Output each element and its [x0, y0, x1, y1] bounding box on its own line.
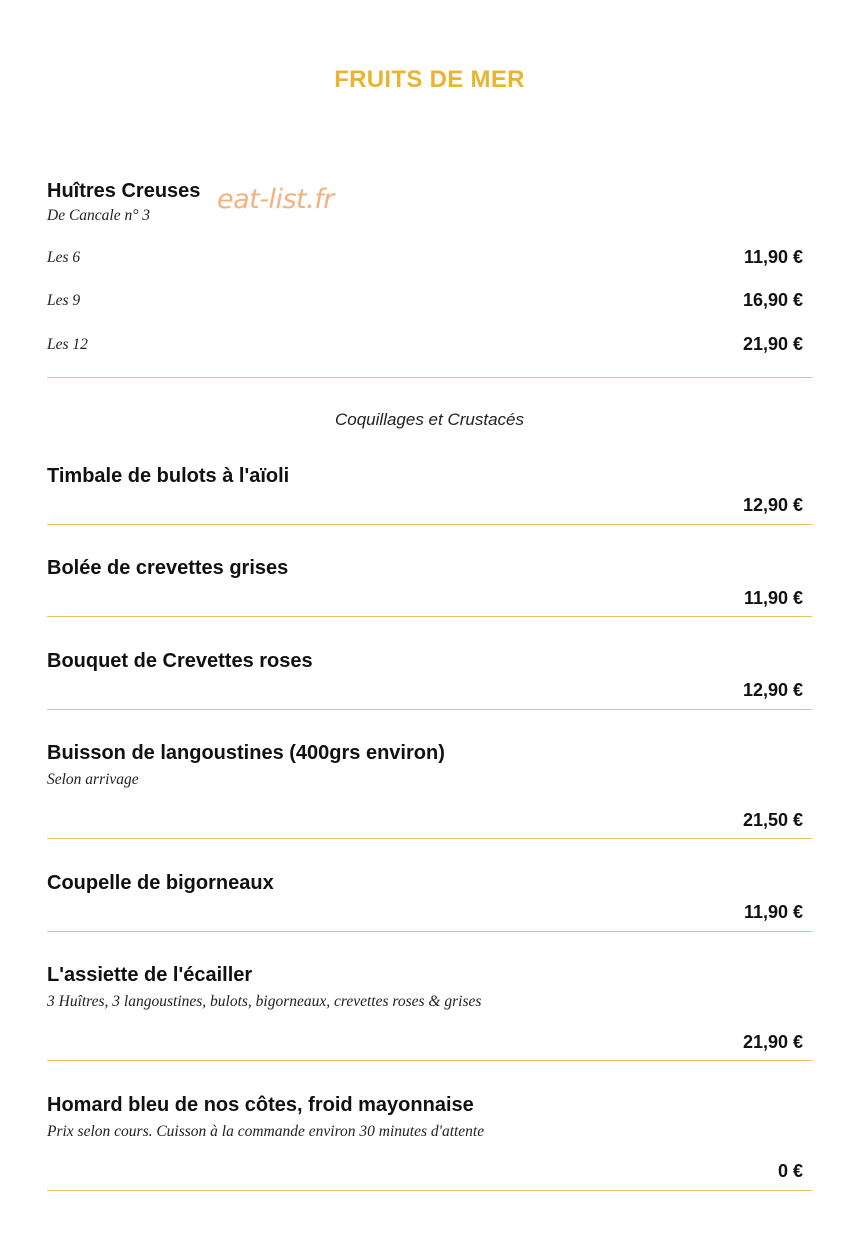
- item-price: 0 €: [777, 1161, 803, 1181]
- divider: [47, 616, 812, 617]
- section-subheading: Coquillages et Crustacés: [335, 410, 524, 429]
- option-price: 11,90 €: [743, 247, 803, 267]
- option-label: Les 12: [47, 336, 88, 353]
- menu-item: [47, 555, 812, 581]
- item-description: Selon arrivage: [47, 771, 139, 788]
- option-price: 21,90 €: [742, 334, 803, 354]
- item-name: Buisson de langoustines (400grs environ): [47, 742, 445, 764]
- item-price: 12,90 €: [742, 495, 803, 515]
- divider: [47, 524, 812, 525]
- menu-item: [47, 740, 812, 790]
- watermark-text: eat-list.fr: [217, 184, 334, 215]
- menu-item: [47, 870, 812, 896]
- menu-item: [47, 962, 812, 1012]
- item-description: De Cancale n° 3: [47, 207, 151, 224]
- item-price: 21,50 €: [742, 810, 803, 830]
- item-name: L'assiette de l'écailler: [47, 964, 253, 986]
- item-name: Bolée de crevettes grises: [47, 557, 289, 579]
- oyster-option-row: [47, 291, 812, 311]
- item-price: 11,90 €: [743, 902, 803, 922]
- item-price: 11,90 €: [743, 588, 803, 608]
- item-name: Coupelle de bigorneaux: [47, 872, 274, 894]
- menu-item-oysters: [47, 178, 812, 226]
- item-description: Prix selon cours. Cuisson à la commande environ 30 minutes d'attente: [47, 1123, 485, 1140]
- divider: [47, 1060, 812, 1061]
- page-title: FRUITS DE MER: [334, 66, 525, 93]
- item-description: 3 Huîtres, 3 langoustines, bulots, bigorneaux, crevettes roses & grises: [47, 993, 482, 1010]
- item-name: Bouquet de Crevettes roses: [47, 650, 313, 672]
- divider: [47, 838, 812, 839]
- divider: [47, 709, 812, 710]
- oyster-option-row: [47, 248, 812, 268]
- menu-item: [47, 1092, 812, 1142]
- divider: [47, 931, 812, 932]
- menu-item: [47, 463, 812, 489]
- option-label: Les 9: [47, 292, 81, 309]
- divider: [47, 377, 812, 378]
- option-label: Les 6: [47, 249, 81, 266]
- menu-item: [47, 648, 812, 674]
- oyster-option-row: [47, 335, 812, 355]
- divider: [47, 1190, 812, 1191]
- option-price: 16,90 €: [742, 290, 803, 310]
- item-price: 21,90 €: [742, 1032, 803, 1052]
- item-name: Huîtres Creuses: [47, 180, 201, 202]
- item-name: Homard bleu de nos côtes, froid mayonnaise: [47, 1094, 474, 1116]
- item-price: 12,90 €: [742, 680, 803, 700]
- item-name: Timbale de bulots à l'aïoli: [47, 465, 290, 487]
